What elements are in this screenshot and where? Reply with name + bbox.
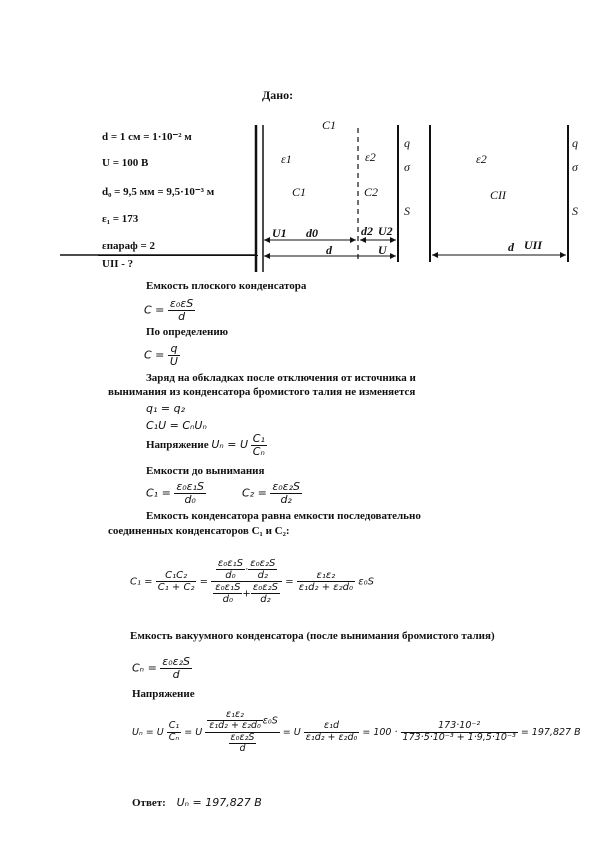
cap-title: Емкость плоского конденсатора <box>146 280 307 292</box>
given-U: U = 100 В <box>102 157 149 169</box>
series-formula: C₁ = $\frac{\text{C₁C₂}}{\text{C₁ + C₂}}$ = $\frac{\text{ε₀ε₁S}}{\text{d₀}}$ · $\frac{\text{ε₀ε₂S}}{\text{d₂}}$ $\frac{\text{ε₀ε₁S}}{\text{d₀}}$ + $\frac{\text{ε₀ε₂S}}{\text{d₂}}$ = $\frac{\text{ε₁ε₂}}{\text{ε₁d₂ + ε₂d₀}}$ ε₀S <box>130 558 374 605</box>
given-find: UII - ? <box>102 258 134 270</box>
series-f2-num-a: ε₀ε₁S <box>217 558 244 569</box>
arrow-d-right <box>390 253 396 259</box>
final-eq-u: = U <box>184 726 203 738</box>
final-f1-num: C₁ <box>168 720 180 732</box>
c2-den: d₂ <box>280 493 292 507</box>
label-sigma: σ <box>404 160 410 174</box>
c1-formula <box>146 481 206 506</box>
label-s-right: S <box>572 204 578 218</box>
label-sigma-right: σ <box>572 160 578 174</box>
q-eq: q₁ = q₂ <box>146 402 185 415</box>
series-f1-num: C₁C₂ <box>156 570 197 582</box>
series-f3-num: ε₁ε₂ <box>297 570 355 582</box>
given-d0: d₀ = 9,5 мм = 9,5·10⁻³ м <box>102 186 215 198</box>
cu-eq: C₁U = CₙUₙ <box>146 419 207 432</box>
label-c1: C1 <box>292 185 307 199</box>
arrow-dvac-right <box>560 252 566 258</box>
label-eps1: ε1 <box>281 152 292 166</box>
volt2-word: Напряжение <box>132 688 195 700</box>
arrow-d0-left <box>264 237 270 243</box>
final-formula <box>132 710 581 755</box>
voltage-lhs: Uₙ = U <box>211 438 249 452</box>
label-eps2-left: ε2 <box>365 150 376 164</box>
given-d: d = 1 см = 1·10⁻² м <box>102 131 192 143</box>
cap-lhs: C = <box>144 303 165 317</box>
series-f2-den-b: d₀ <box>222 594 233 605</box>
label-d0: d0 <box>306 226 318 240</box>
voltage-word: Напряжение <box>146 439 209 452</box>
c2-lhs: C₂ = <box>242 486 267 500</box>
label-u1: U1 <box>272 226 287 240</box>
def-lhs: C = <box>144 348 165 362</box>
label-d-right: d <box>508 240 514 254</box>
vac-lhs: Cₙ = <box>132 661 157 675</box>
arrow-d0-right <box>350 237 356 243</box>
label-c2: C2 <box>364 185 379 199</box>
label-q-right: q <box>572 136 578 150</box>
label-s: S <box>404 204 410 218</box>
label-cii: CII <box>490 188 506 202</box>
final-f2-den-b: d <box>239 743 246 755</box>
voltage-den: Cₙ <box>252 445 265 459</box>
cap-formula <box>144 298 195 323</box>
final-eq-u2: = U <box>282 726 301 738</box>
label-q: q <box>404 136 410 150</box>
c2-num: ε₀ε₂S <box>272 480 301 493</box>
label-u: U <box>378 243 387 257</box>
series-f2-num-b: d₀ <box>225 570 236 581</box>
series-f2-num-c: ε₀ε₂S <box>250 558 276 569</box>
series-line2: соединенных конденсаторов C₁ и C₂: <box>108 525 290 537</box>
series-f2-num-d: d₂ <box>257 570 268 581</box>
final-lhs: Uₙ = U <box>132 726 164 738</box>
series-f1-den: C₁ + C₂ <box>157 582 195 593</box>
answer-value: Uₙ = 197,827 В <box>176 796 262 809</box>
vac-num: ε₀ε₂S <box>162 655 190 668</box>
final-result: = 197,827 В <box>520 726 581 738</box>
given-heading: Дано: <box>262 88 294 102</box>
def-num: q <box>168 343 180 356</box>
final-f3-den: ε₁d₂ + ε₂d₀ <box>305 731 358 743</box>
final-f4-den: 173·5·10⁻³ + 1·9,5·10⁻³ <box>402 731 516 743</box>
series-f2-den-a: ε₀ε₁S <box>215 582 241 593</box>
final-f3-num: ε₁d <box>304 721 360 732</box>
label-d2: d2 <box>361 224 373 238</box>
def-den: U <box>169 355 178 369</box>
series-tail: ε₀S <box>358 576 374 588</box>
series-f2-den-c: ε₀ε₂S <box>252 582 278 593</box>
voltage-num: C₁ <box>252 432 265 445</box>
arrow-d-left <box>264 253 270 259</box>
def-title: По определению <box>146 326 229 338</box>
series-f3-den: ε₁d₂ + ε₂d₀ <box>298 582 354 593</box>
final-f2-num-b: ε₁d₂ + ε₂d₀ <box>209 720 261 732</box>
given-eps-paraf: εпараф = 2 <box>102 240 156 252</box>
c2-formula <box>242 481 302 506</box>
capacitor-diagram <box>0 0 600 300</box>
final-f4-num: 173·10⁻² <box>401 721 518 732</box>
answer-row <box>132 796 262 809</box>
final-f2-num-tail: ε₀S <box>262 715 278 727</box>
before-title: Емкости до вынимания <box>146 465 265 477</box>
label-eps2-right: ε2 <box>476 152 487 166</box>
cap-num: ε₀εS <box>169 297 194 310</box>
given-eps1: ε₁ = 173 <box>102 213 139 225</box>
final-eq-100: = 100 · <box>362 726 398 738</box>
label-c1-top: C1 <box>322 118 337 132</box>
c1-den: d₀ <box>184 493 196 507</box>
answer-word: Ответ: <box>132 797 166 809</box>
final-f2-den-a: ε₀ε₂S <box>230 731 255 743</box>
charge-line1: Заряд на обкладках после отключения от источника и <box>146 372 416 384</box>
vac-title: Емкость вакуумного конденсатора (после вынимания бромистого талия) <box>130 630 495 642</box>
series-lhs: C₁ = <box>130 576 153 588</box>
label-u2: U2 <box>378 224 393 238</box>
final-f2-num-a: ε₁ε₂ <box>207 710 263 721</box>
series-line1: Емкость конденсатора равна емкости последовательно <box>146 510 421 522</box>
voltage-row <box>146 433 267 458</box>
series-f2-den-d: d₂ <box>260 594 271 605</box>
arrow-dvac-left <box>432 252 438 258</box>
final-f1-den: Cₙ <box>168 731 180 743</box>
label-d: d <box>326 243 332 257</box>
def-formula <box>144 343 180 368</box>
charge-line2: вынимания из конденсатора бромистого талия не изменяется <box>108 386 416 398</box>
c1-num: ε₀ε₁S <box>176 480 205 493</box>
vac-den: d <box>172 668 180 682</box>
label-uii: UII <box>524 238 543 252</box>
c1-lhs: C₁ = <box>146 486 171 500</box>
vac-formula <box>132 656 192 681</box>
cap-den: d <box>178 310 186 324</box>
